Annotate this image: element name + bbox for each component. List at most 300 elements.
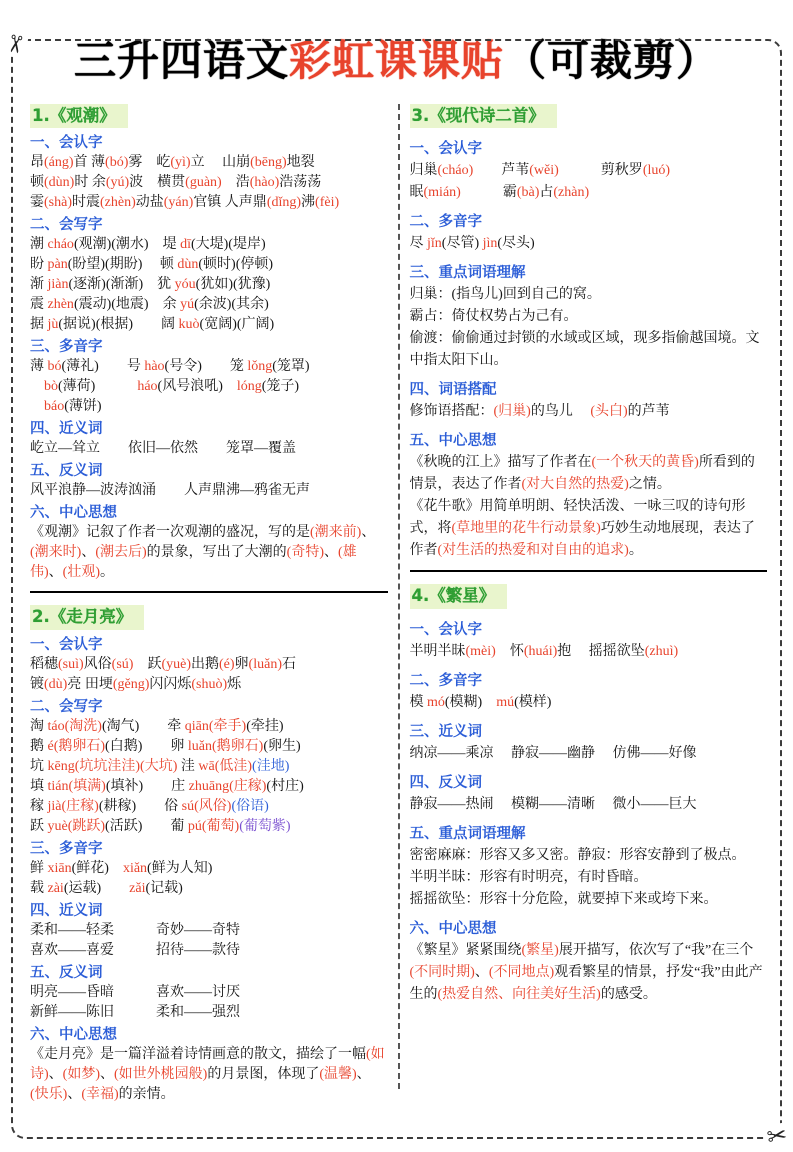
text-segment: (据说)(根据) 阔 [58,317,179,333]
text-segment: (风俗) [194,798,232,814]
text-segment: (hào) [249,175,280,191]
text-segment: (薄礼) 号 [61,359,145,375]
text-segment: (shà) [44,195,72,211]
text-segment: (薄荷) [58,379,138,395]
text-line [30,193,388,213]
text-segment: yóu [174,277,196,293]
text-segment: qiān [184,718,209,734]
text-line [30,235,388,255]
text-segment: 屹立—耸立 依旧—依然 笼罩—覆盖 [30,441,296,457]
text-segment: jǐn [427,236,442,252]
section-zouyueliang [30,603,388,1104]
subheading: 六、中心思想 [30,1026,117,1043]
text-segment: (卵生) [263,738,301,754]
text-segment: kuò [178,317,200,333]
text-line [30,817,388,837]
text-segment: (对生活的热爱和对自由的追求) [437,543,629,559]
text-line [410,306,768,328]
text-line [30,255,388,275]
text-segment: 闪闪烁 [149,676,192,692]
text-line [410,233,768,255]
text-segment: hào [144,359,165,375]
text-segment: 修饰语搭配： [409,404,494,420]
text-segment: 偷渡：偷偷通过封锁的水域或区域，现多指偷越国境。文中指太阳下山。 [409,331,760,369]
text-segment: (鲜为人知) [147,860,213,876]
text-line [30,859,388,879]
text-segment: (如世外桃园般) [114,1066,208,1082]
text-segment: (淘气) 牵 [101,718,185,734]
text-segment: 霸占：倚仗权势占为己有。 [409,309,578,325]
text-segment: (dǐng) [266,195,302,211]
text-segment: 顿 [30,175,44,191]
text-segment: 占 [539,185,554,201]
text-segment: 密密麻麻：形容又多又密。静寂：形容安静到了极点。 [409,847,746,863]
text-segment: xiān [47,860,72,876]
text-segment: (zhèn) [100,195,136,211]
text-segment: 出鹅 [191,656,219,672]
text-segment: (zhàn) [553,185,590,201]
page-title-part3: （可裁剪） [504,36,720,85]
subheading: 五、重点词语理解 [409,825,526,842]
page-title-part1: 三升四语文 [73,36,289,85]
text-segment: (yán) [163,195,194,211]
text-segment: (记载) [145,880,183,896]
text-line [410,867,768,889]
text-segment: (笼子) [261,379,300,395]
text-segment: 怀 [495,643,524,659]
text-segment: kēng [47,758,75,774]
text-segment: 波 横贯 [129,175,186,191]
right-column [402,102,776,1105]
text-segment: 浩荡荡 [279,175,322,191]
text-segment: 时 余 [74,175,106,191]
text-segment: zhuāng [188,778,230,794]
subheading: 四、反义词 [409,774,482,791]
text-segment: 霎 [30,195,44,211]
subheading: 四、词语搭配 [409,382,497,399]
text-segment: (mián) [423,185,461,201]
text-segment: 《观潮》记叙了作者一次观潮的盛况，写的是 [30,525,310,541]
text-segment: (余波)(其余) [194,297,269,313]
text-segment: (大坑) [140,758,178,774]
text-line [30,983,388,1003]
subheading: 二、会写字 [30,217,103,234]
text-segment: (yì) [170,155,191,171]
text-segment: cháo [47,237,74,253]
text-segment: 稼 [30,798,48,814]
text-segment: 卵 [234,656,249,672]
text-segment: 之情。 [628,477,671,493]
text-segment: 洼 [177,758,199,774]
subheading: 三、多音字 [30,840,103,857]
text-line [30,377,388,397]
text-line [30,675,388,695]
text-segment: (宽阔)(广阔) [199,317,275,333]
text-segment: 的亲情。 [118,1086,175,1102]
text-segment: (风号浪吼) [157,379,237,395]
text-segment: 填 [30,778,48,794]
text-line [30,941,388,961]
text-line [410,889,768,911]
text-segment: (俗语) [231,798,269,814]
text-line [30,315,388,335]
text-segment: 鲜 [30,860,48,876]
text-segment: (wěi) [529,163,559,179]
text-segment: (鹅卵石) [53,738,106,754]
text-segment: 的鸟儿 [530,404,591,420]
text-segment: yuè [47,818,68,834]
text-line [30,655,388,675]
text-segment: 沸 [301,195,316,211]
text-segment: pú [187,818,202,834]
text-segment: 静寂——热闹 模糊——清晰 微小——巨大 [409,796,697,812]
text-segment: 半明半昧：形容有时明亮，有时昏暗。 [409,869,648,885]
text-segment [30,379,44,394]
text-segment: (低洼) [214,758,253,774]
text-segment: sú [181,798,195,814]
text-segment: 、 [48,565,63,581]
left-column [22,102,396,1105]
text-segment: 、 [81,545,96,561]
text-segment: 稻穗 [30,656,58,672]
text-segment: (观潮)(潮水) 堤 [73,237,181,253]
page-title [0,28,793,88]
text-segment: (庄稼) [229,778,267,794]
text-segment: tián [47,778,69,794]
text-line [410,452,768,496]
text-segment: (不同地点) [488,964,555,980]
text-segment: 抱 摇摇欲坠 [557,643,645,659]
subheading: 三、多音字 [30,339,103,356]
text-segment: táo [47,718,65,734]
text-line [410,160,768,182]
text-segment: (繁星) [521,942,559,958]
text-segment: 风平浪静—波涛汹涌 人声鼎沸—鸦雀无声 [30,483,310,499]
text-segment: (顿时)(停顿) [198,257,274,273]
scissors-icon: ✂ [1,29,29,59]
subheading: 二、多音字 [409,672,482,689]
text-segment: 亮 田埂 [67,676,113,692]
text-line [410,641,768,663]
worksheet-page [0,28,793,1152]
text-segment: 浩 [221,175,250,191]
text-line [410,182,768,204]
text-segment: (fèi) [315,195,340,211]
text-segment: dùn [177,257,199,273]
text-segment: 盼 [30,257,48,273]
text-segment: 风俗 [83,656,112,672]
text-segment: (快乐) [30,1086,68,1102]
text-segment: dī [180,237,191,253]
text-segment: 鹅 [30,738,48,754]
text-segment: (葡萄紫) [239,818,291,834]
text-segment: (草地里的花牛行动景象) [451,521,601,537]
text-segment: 芦苇 [473,163,530,179]
text-segment: 、 [474,964,489,980]
text-segment: (áng) [44,155,74,171]
subheading: 一、会认字 [30,636,103,653]
text-segment: (潮来前) [310,525,362,541]
text-segment: (葡萄) [201,818,240,834]
text-segment: 渐 [30,277,48,293]
text-segment: zhèn [47,297,74,313]
text-segment: 、 [100,1066,114,1082]
text-segment: 巧妙生动地展现，表达了作者 [409,521,755,559]
text-segment: mú [496,694,515,710]
text-line [30,153,388,173]
text-segment: (淘洗) [64,718,102,734]
text-segment: (大堤)(堤岸) [190,237,266,253]
subheading: 三、近义词 [409,723,482,740]
text-segment: 官镇 人声鼎 [193,195,267,211]
text-segment: (薄饼) [64,399,102,415]
text-segment: 。 [628,543,643,559]
text-segment: 的月景图，体现了 [207,1066,320,1082]
text-line [410,940,768,1006]
text-segment: (luǎn) [248,656,282,672]
subheading: 三、重点词语理解 [409,265,526,282]
text-segment: (填补) 庄 [105,778,189,794]
text-segment: 坑 [30,758,48,774]
text-segment: 首 薄 [73,155,106,171]
text-segment: yú [180,297,195,313]
text-segment: (不同时期) [409,964,475,980]
page-title-part2: 彩虹课课贴 [288,36,504,85]
text-segment: 载 [30,880,48,896]
text-segment: 眠 [409,185,424,201]
text-segment: (suì) [58,656,84,672]
text-segment: (shuò) [191,676,228,692]
text-segment: (耕稼) 俗 [98,798,182,814]
text-segment: (洼地) [252,758,290,774]
text-segment: 《走月亮》是一篇洋溢着诗情画意的散文，描绘了一幅 [30,1046,366,1062]
text-segment: wā [198,758,215,774]
text-segment: 跃 [30,818,48,834]
text-line [30,737,388,757]
text-segment: (dùn) [44,175,75,191]
section-xiandaishi [410,102,768,562]
text-line [30,439,388,459]
text-segment: 《秋晚的江上》描写了作者在 [409,455,592,471]
text-line [30,921,388,941]
section-title: 4.《繁星》 [410,584,508,608]
text-segment: (震动)(地震) 余 [73,297,181,313]
text-segment: zǎi [129,880,146,896]
text-segment: lóng [236,379,262,395]
text-segment: 石 [281,656,296,672]
text-segment: (cháo) [437,163,474,179]
text-segment: (sú) [111,656,134,672]
text-segment: 纳凉——乘凉 静寂——幽静 仿佛——好像 [409,745,697,761]
subheading: 六、中心思想 [409,920,497,937]
text-segment: bó [47,359,62,375]
text-line [30,1045,388,1105]
text-line [30,879,388,899]
text-segment: 半明半昧 [409,643,466,659]
text-segment: 《繁星》紧紧围绕 [409,942,522,958]
text-segment: luǎn [187,738,212,754]
text-segment: pàn [47,257,68,273]
text-segment: (如梦) [62,1066,100,1082]
content-area [0,88,793,1105]
text-segment: 。 [100,565,114,581]
text-segment: (潮来时) [30,545,82,561]
text-segment: 新鲜——陈旧 柔和——强烈 [30,1004,240,1020]
text-segment: 模 [409,694,427,710]
text-segment: 、 [323,545,338,561]
text-segment: 昂 [30,155,44,171]
section-fanxing [410,582,768,1005]
text-segment: 雾 屹 [128,155,171,171]
text-segment: 尽 [409,236,427,252]
text-segment: bò [44,379,58,395]
text-segment: (热爱自然、向往美好生活) [437,986,601,1002]
text-segment: (如诗) [30,1046,385,1082]
text-line [30,797,388,817]
text-segment: 展开描写，依次写了“我”在三个 [558,942,754,958]
text-segment: (温馨) [319,1066,357,1082]
section-guanchao [30,102,388,583]
subheading: 二、会写字 [30,698,103,715]
text-segment: (huái) [523,643,558,659]
text-segment: zài [47,880,64,896]
text-segment: 据 [30,317,48,333]
text-segment: (跳跃) [67,818,106,834]
text-segment: (mèi) [465,643,496,659]
text-segment: jiàn [47,277,69,293]
text-segment: báo [44,399,65,415]
text-line [30,481,388,501]
text-line [30,275,388,295]
text-segment: 的景象，写出了大潮的 [146,545,287,561]
text-segment: 归巢：(指鸟儿)回到自己的窝。 [409,287,601,303]
text-line [30,717,388,737]
text-segment: 所看到的情景，表达了作者 [409,455,755,493]
text-segment: (号令) 笼 [164,359,248,375]
subheading: 五、中心思想 [409,433,497,450]
text-line [410,743,768,765]
text-segment: 剪秋罗 [558,163,643,179]
text-segment: (幸福) [81,1086,119,1102]
section-title: 1.《观潮》 [30,104,128,128]
text-segment: (逐渐)(渐渐) 犹 [68,277,175,293]
text-segment: (白鹅) 卵 [105,738,188,754]
text-segment: 明亮——昏暗 喜欢——讨厌 [30,984,240,1000]
text-segment: (头白) [590,404,628,420]
text-segment: (鲜花) [71,860,123,876]
section-divider [30,591,388,593]
text-segment: (zhuì) [644,643,679,659]
text-segment: (盼望)(期盼) 顿 [67,257,178,273]
text-segment: 的芦苇 [627,404,670,420]
text-segment: (对大自然的热爱) [521,477,629,493]
text-segment: (尽管) [441,236,483,252]
text-segment: (笼罩) [272,359,310,375]
text-segment: 、 [67,1086,82,1102]
text-segment: (归巢) [493,404,531,420]
subheading: 六、中心思想 [30,505,117,522]
text-segment: 、 [361,525,376,541]
text-line [30,523,388,583]
text-segment: 摇摇欲坠：形容十分危险，就要掉下来或垮下来。 [409,891,718,907]
text-segment: (gěng) [112,676,150,692]
text-segment: (尽头) [497,236,535,252]
text-segment: jià [47,798,62,814]
subheading: 一、会认字 [409,621,482,638]
text-segment: 霸 [460,185,517,201]
text-segment: (运载) [63,880,130,896]
text-segment: 淘 [30,718,48,734]
text-segment: (luó) [642,163,671,179]
text-segment: 的感受。 [600,986,657,1002]
text-segment: (坑坑洼洼) [74,758,141,774]
text-segment: (雄伟) [30,545,357,581]
text-segment: jù [47,317,59,333]
text-segment: (活跃) 葡 [105,818,188,834]
text-segment: 震 [30,297,48,313]
text-line [30,1003,388,1023]
text-line [410,845,768,867]
text-segment: xiǎn [122,860,148,876]
text-segment: (bó) [105,155,129,171]
subheading: 四、近义词 [30,902,103,919]
text-segment: (bà) [516,185,540,201]
text-segment: (鹅卵石) [211,738,264,754]
text-line [30,397,388,417]
section-divider [410,570,768,572]
text-segment: 喜欢——喜爱 招待——款待 [30,942,240,958]
text-segment: (é) [219,656,235,672]
text-segment: (潮去后) [95,545,147,561]
text-segment: 潮 [30,237,48,253]
text-line [410,794,768,816]
text-segment: 跃 [133,656,162,672]
text-segment: (一个秋天的黄昏) [591,455,699,471]
text-line [30,173,388,193]
text-segment: (模样) [514,694,552,710]
text-segment: 柔和——轻柔 奇妙——奇特 [30,922,240,938]
text-line [410,401,768,423]
section-title: 3.《现代诗二首》 [410,104,557,128]
text-segment: (牵手) [208,718,247,734]
text-segment: (庄稼) [61,798,99,814]
text-segment: 、 [356,1066,371,1082]
text-line [410,328,768,372]
text-segment: (yuè) [161,656,191,672]
text-segment: 观看繁星的情景，抒发“我”由此产生的 [409,964,763,1002]
text-segment: (bēng) [250,155,287,171]
text-segment: (填满) [68,778,106,794]
text-segment: 薄 [30,359,48,375]
text-segment: (犹如)(犹豫) [195,277,271,293]
text-segment: jìn [482,236,498,252]
text-segment: 烁 [227,676,242,692]
text-segment: háo [137,379,158,395]
subheading: 一、会认字 [409,141,482,158]
text-segment: (dù) [44,676,68,692]
text-line [30,777,388,797]
text-segment: 《花牛歌》用简单明朗、轻快活泼、一咏三叹的诗句形式，将 [409,499,746,537]
subheading: 五、反义词 [30,964,103,981]
text-segment: 动盐 [135,195,164,211]
text-segment: lǒng [247,359,273,375]
subheading: 一、会认字 [30,135,103,152]
text-segment: (壮观) [62,565,100,581]
text-segment: 、 [48,1066,63,1082]
text-segment: (模糊) [444,694,497,710]
text-line [30,295,388,315]
text-segment: (guàn) [185,175,222,191]
